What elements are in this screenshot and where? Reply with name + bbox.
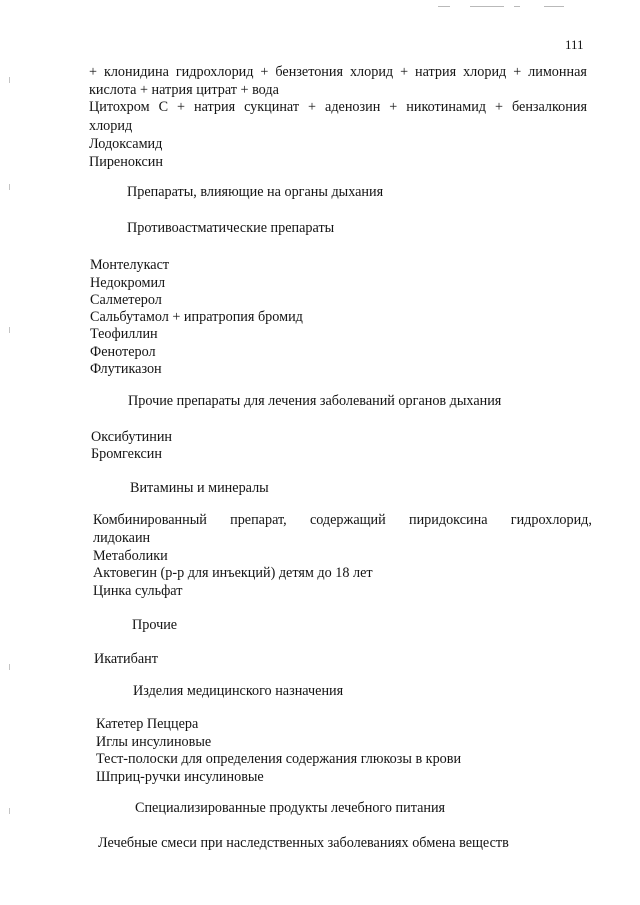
word: + [400, 64, 409, 80]
list-item: Катетер Пеццера [96, 716, 199, 732]
scan-mark [9, 327, 10, 333]
page-number: 111 [565, 37, 584, 52]
word: гидрохлорид [175, 64, 254, 80]
word: натрия [415, 64, 457, 80]
section-heading: Витамины и минералы [130, 480, 269, 496]
word: бензалкония [511, 99, 587, 115]
word: + [177, 99, 186, 115]
list-item: Метаболики [93, 548, 168, 564]
word: сукцинат [244, 99, 300, 115]
list-item: Оксибутинин [91, 429, 173, 445]
scan-mark [9, 808, 10, 814]
word: + [308, 99, 317, 115]
word: бензетония [275, 64, 344, 80]
word: + [260, 64, 269, 80]
word: + [389, 99, 398, 115]
list-item: Бромгексин [91, 446, 162, 462]
word: С [158, 99, 169, 115]
list-item: Салметерол [90, 292, 162, 308]
intro-line-1 [89, 64, 587, 81]
section-heading: Изделия медицинского назначения [133, 683, 344, 699]
intro-line-4: хлорид [89, 118, 133, 134]
word: гидрохлорид, [510, 512, 592, 528]
list-item: Монтелукаст [90, 257, 170, 273]
word: + [89, 64, 98, 80]
word: лимонная [528, 64, 587, 80]
word: Цитохром [89, 99, 150, 115]
list-item: Иглы инсулиновые [96, 734, 212, 750]
scan-mark [544, 6, 564, 7]
scan-mark [9, 184, 10, 190]
word: + [495, 99, 504, 115]
list-item: Сальбутамол + ипратропия бромид [90, 309, 303, 325]
list-item: Фенотерол [90, 344, 156, 360]
word: хлорид [349, 64, 394, 80]
list-item: Актовегин (р-р для инъекций) детям до 18 лет [93, 565, 373, 581]
section-heading: Препараты, влияющие на органы дыхания [127, 184, 384, 200]
list-item: Тест-полоски для определения содержания глюкозы в крови [96, 751, 462, 767]
list-item: Икатибант [94, 651, 158, 667]
vitamins-combo-line [93, 512, 592, 529]
word: пиридоксина [409, 512, 488, 528]
scan-mark [470, 6, 504, 7]
list-item: Шприц-ручки инсулиновые [96, 769, 264, 785]
vitamins-combo-line-2: лидокаин [93, 530, 151, 546]
list-item: Пиреноксин [89, 154, 163, 170]
word: Комбинированный [93, 512, 207, 528]
list-item: Недокромил [90, 275, 166, 291]
list-item: Теофиллин [90, 326, 158, 342]
scan-mark [9, 664, 10, 670]
word: препарат, [230, 512, 287, 528]
word: аденозин [325, 99, 381, 115]
list-item: Лодоксамид [89, 136, 163, 152]
word: содержащий [309, 512, 386, 528]
section-heading: Специализированные продукты лечебного питания [135, 800, 446, 816]
list-item: Лечебные смеси при наследственных заболеваниях обмена веществ [98, 835, 509, 851]
scan-mark [514, 6, 520, 7]
word: + [513, 64, 522, 80]
scan-mark [438, 6, 450, 7]
section-heading: Прочие препараты для лечения заболеваний органов дыхания [128, 393, 502, 409]
intro-line-2: кислота + натрия цитрат + вода [89, 82, 279, 98]
list-item: Флутиказон [90, 361, 162, 377]
scan-mark [9, 77, 10, 83]
word: никотинамид [406, 99, 487, 115]
word: клонидина [103, 64, 169, 80]
word: хлорид [463, 64, 507, 80]
intro-line-3 [89, 99, 587, 116]
section-heading: Противоастматические препараты [127, 220, 335, 236]
list-item: Цинка сульфат [93, 583, 183, 599]
section-heading: Прочие [132, 617, 178, 633]
word: натрия [193, 99, 236, 115]
